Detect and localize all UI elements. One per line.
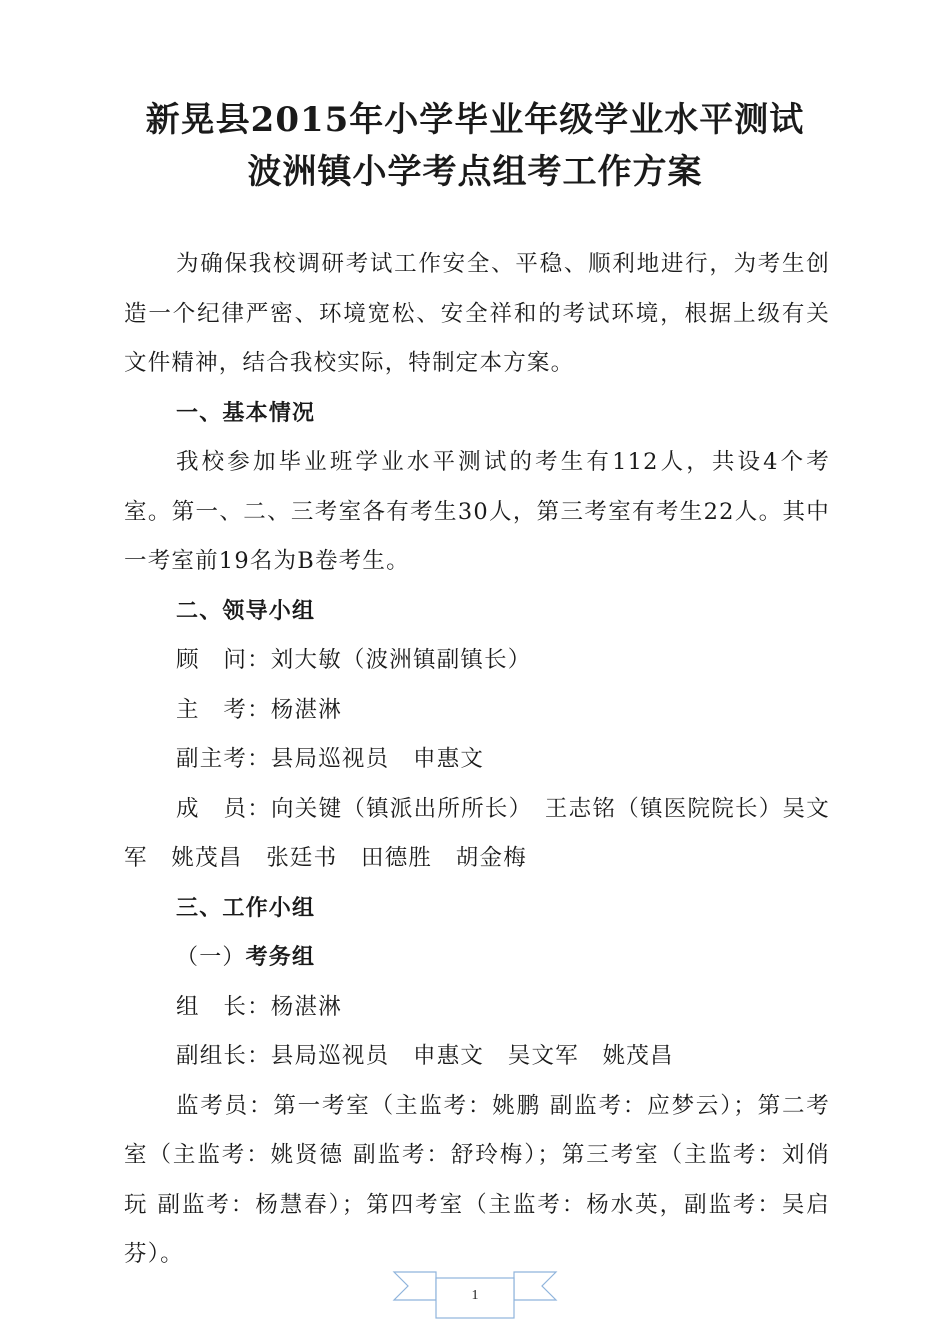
document-body	[124, 240, 830, 1280]
document-title-line2: 波洲镇小学考点组考工作方案	[247, 152, 703, 192]
page-number: 1	[471, 1288, 479, 1303]
proctors-paragraph: 监考员：第一考室（主监考：姚鹏 副监考：应梦云）；第二考室（主监考：姚贤德 副监考：舒玲梅）；第三考室（主监考：刘俏玩 副监考：杨慧春）；第四考室（主监考：杨水英，副监考：吴启芬）。	[124, 1092, 830, 1267]
subsection-heading-exam-affairs	[124, 933, 830, 983]
leadership-deputy-examiner: 副主考：县局巡视员 申惠文	[176, 746, 485, 772]
group-deputy-leader: 副组长：县局巡视员 申惠文 吴文军 姚茂昌	[176, 1043, 674, 1069]
leadership-adviser: 顾 问：刘大敏（波洲镇副镇长）	[176, 647, 532, 673]
intro-paragraph: 为确保我校调研考试工作安全、平稳、顺利地进行，为考生创造一个纪律严密、环境宽松、安全祥和的考试环境，根据上级有关文件精神，结合我校实际，特制定本方案。	[124, 251, 830, 376]
subsection-prefix: （一）	[176, 945, 246, 970]
document-title-line1: 新晃县2015年小学毕业年级学业水平测试	[145, 100, 805, 140]
subsection-name: 考务组	[245, 945, 316, 970]
group-leader: 组 长：杨湛淋	[176, 993, 342, 1020]
section-heading-leadership: 二、领导小组	[176, 598, 316, 624]
leadership-chief-examiner: 主 考：杨湛淋	[176, 696, 342, 723]
leadership-members: 成 员：向关键（镇派出所所长） 王志铭（镇医院院长）吴文军 姚茂昌 张廷书 田德胜 胡金梅	[124, 795, 830, 871]
section-heading-work-groups: 三、工作小组	[176, 895, 316, 921]
section-heading-basic-info: 一、基本情况	[176, 400, 316, 426]
page-footer	[392, 1262, 558, 1324]
basic-info-paragraph: 我校参加毕业班学业水平测试的考生有112人，共设4个考室。第一、二、三考室各有考生30人，第三考室有考生22人。其中一考室前19名为B卷考生。	[124, 449, 830, 574]
